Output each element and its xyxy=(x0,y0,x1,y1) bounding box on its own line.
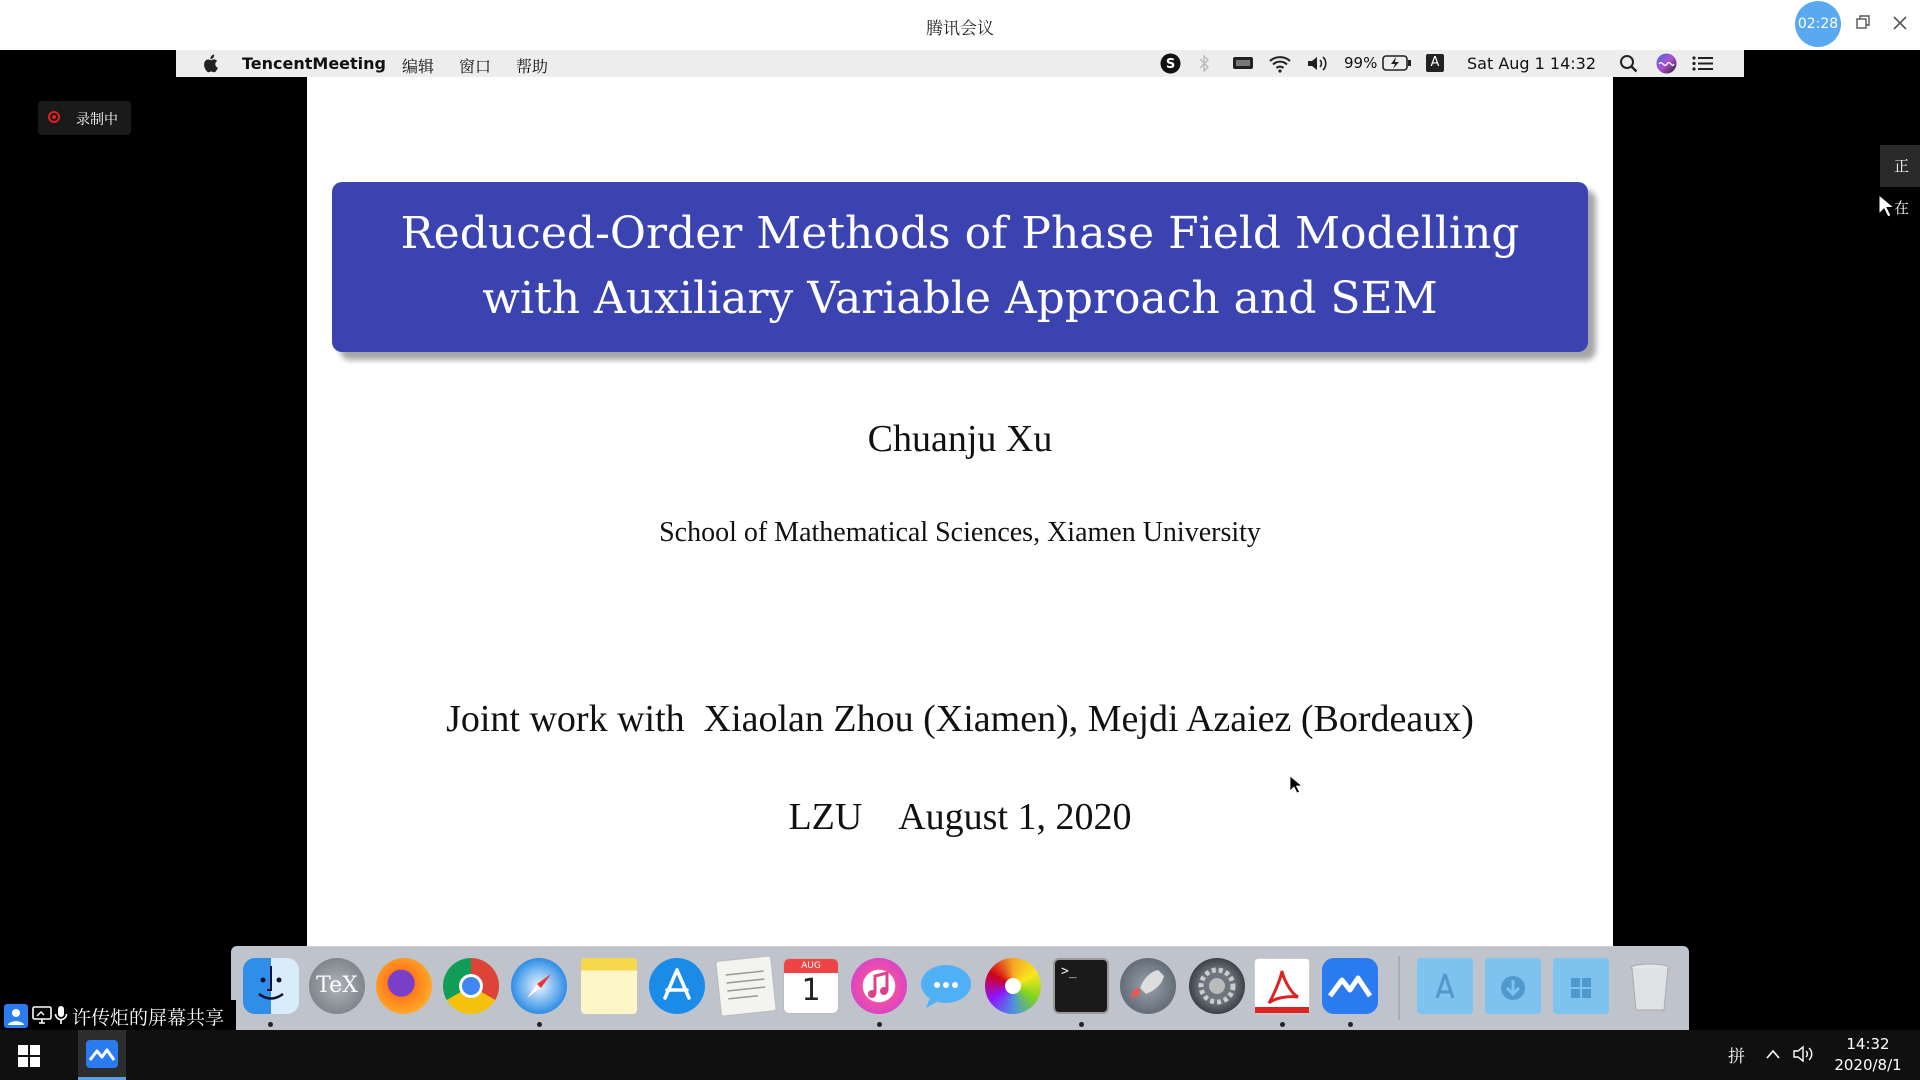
downloads-folder-icon[interactable] xyxy=(1485,958,1541,1014)
battery-percent[interactable]: 99% xyxy=(1344,54,1378,72)
battery-charging-icon[interactable] xyxy=(1382,55,1412,71)
taskbar-tencent-meeting[interactable] xyxy=(78,1030,126,1080)
applications-folder-icon[interactable] xyxy=(1417,958,1473,1014)
slide-title-line-1: Reduced-Order Methods of Phase Field Modelling xyxy=(400,208,1520,259)
windows-folder-icon[interactable] xyxy=(1553,958,1609,1014)
input-method-indicator[interactable]: A xyxy=(1426,54,1444,72)
meeting-timer[interactable]: 02:28 xyxy=(1795,1,1841,47)
textedit-icon[interactable] xyxy=(715,955,777,1017)
record-dot-icon xyxy=(48,111,60,123)
notes-icon[interactable] xyxy=(581,958,637,1014)
slide-joint-work: Joint work with Xiaolan Zhou (Xiamen), Mejdi Azaiez (Bordeaux) xyxy=(446,698,1474,740)
tray-chevron-up-icon[interactable] xyxy=(1765,1048,1781,1060)
menu-clock[interactable]: Sat Aug 1 14:32 xyxy=(1467,54,1597,73)
ime-indicator[interactable]: 拼 xyxy=(1728,1047,1745,1067)
taskbar-clock[interactable] xyxy=(1818,1034,1918,1076)
taskbar-time: 14:32 xyxy=(1846,1035,1890,1053)
recording-indicator[interactable] xyxy=(38,101,131,135)
menu-help[interactable]: 帮助 xyxy=(516,57,549,76)
chrome-icon[interactable] xyxy=(443,958,499,1014)
screen-share-icon xyxy=(32,1006,52,1024)
messages-icon[interactable] xyxy=(918,958,974,1014)
finder-icon[interactable] xyxy=(243,958,299,1014)
speaking-side-tab[interactable]: 正在 xyxy=(1880,145,1920,187)
restore-icon xyxy=(1856,15,1870,29)
slide-mouse-cursor-icon xyxy=(1289,775,1302,795)
bluetooth-icon[interactable] xyxy=(1198,54,1210,73)
window-title-bar xyxy=(0,0,1920,50)
display-icon[interactable] xyxy=(1232,56,1254,70)
tencent-meeting-running-dot xyxy=(1348,1022,1353,1027)
itunes-running-dot xyxy=(877,1022,882,1027)
volume-icon[interactable] xyxy=(1306,54,1328,73)
spotlight-search-icon[interactable] xyxy=(1619,54,1638,73)
acrobat-running-dot xyxy=(1280,1022,1285,1027)
slide-title-box xyxy=(332,182,1588,352)
notification-center-icon[interactable] xyxy=(1692,56,1714,71)
dock-divider xyxy=(1398,956,1400,1020)
recording-label: 录制中 xyxy=(76,112,118,128)
taskbar-date: 2020/8/1 xyxy=(1834,1056,1902,1074)
tencent-meeting-icon[interactable] xyxy=(1322,958,1378,1014)
menu-app-name[interactable]: TencentMeeting xyxy=(242,54,387,73)
photos-icon[interactable] xyxy=(985,958,1041,1014)
tex-icon[interactable]: TeX xyxy=(309,958,365,1014)
microphone-icon xyxy=(54,1005,68,1025)
skype-icon[interactable] xyxy=(1160,53,1181,74)
calendar-icon[interactable] xyxy=(783,958,839,1014)
wifi-icon[interactable] xyxy=(1268,54,1292,73)
slide-venue-date: LZU August 1, 2020 xyxy=(788,796,1132,838)
mac-dock xyxy=(231,946,1689,1030)
window-title: 腾讯会议 xyxy=(926,19,994,39)
close-button[interactable] xyxy=(1888,12,1912,36)
slide-affiliation: School of Mathematical Sciences, Xiamen University xyxy=(659,517,1261,548)
screen-share-banner[interactable] xyxy=(0,1000,236,1030)
windows-taskbar xyxy=(0,1030,1920,1080)
safari-icon[interactable] xyxy=(511,958,567,1014)
apple-logo-icon[interactable] xyxy=(202,54,218,73)
slide-title-line-2: with Auxiliary Variable Approach and SEM xyxy=(482,273,1438,324)
menu-window[interactable]: 窗口 xyxy=(459,57,492,76)
svg-text:S: S xyxy=(1165,57,1176,72)
tencent-meeting-taskbar-icon xyxy=(86,1040,118,1068)
screen-share-label: 许传炬的屏幕共享 xyxy=(72,1007,225,1029)
mac-menu-bar xyxy=(176,50,1744,77)
participant-icon xyxy=(4,1004,28,1028)
terminal-icon[interactable]: >_ xyxy=(1053,958,1109,1014)
slide-author: Chuanju Xu xyxy=(867,418,1053,460)
restore-button[interactable] xyxy=(1852,14,1874,36)
itunes-icon[interactable] xyxy=(851,958,907,1014)
app-store-icon[interactable] xyxy=(649,958,705,1014)
launchpad-icon[interactable] xyxy=(1120,958,1176,1014)
presentation-slide xyxy=(307,77,1613,947)
acrobat-icon[interactable] xyxy=(1254,958,1310,1014)
close-icon xyxy=(1892,15,1908,31)
terminal-running-dot xyxy=(1079,1022,1084,1027)
menu-edit[interactable]: 编辑 xyxy=(402,57,435,76)
calendar-month: AUG xyxy=(784,959,838,973)
system-preferences-icon[interactable] xyxy=(1189,958,1245,1014)
calendar-day: 1 xyxy=(801,973,821,1008)
trash-icon[interactable] xyxy=(1622,958,1678,1014)
mouse-cursor-icon xyxy=(1878,194,1894,218)
finder-running-dot xyxy=(268,1022,273,1027)
windows-start-icon[interactable] xyxy=(18,1045,40,1067)
tray-volume-icon[interactable] xyxy=(1792,1044,1814,1064)
safari-running-dot xyxy=(537,1022,542,1027)
siri-icon[interactable] xyxy=(1656,53,1677,74)
firefox-icon[interactable] xyxy=(376,958,432,1014)
